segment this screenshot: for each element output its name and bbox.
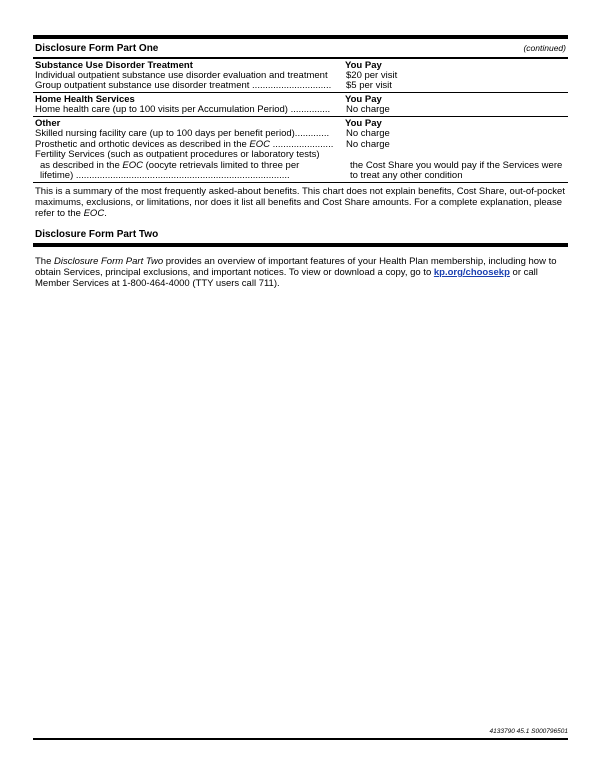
cost-cell: No charge <box>346 138 390 150</box>
cost-cell: No charge <box>346 128 390 139</box>
service-emphasis: EOC <box>249 139 270 150</box>
section-rows <box>33 129 568 182</box>
service-cell: lifetime) ................................................................................. <box>40 171 290 181</box>
cost-cell: No charge <box>346 104 390 115</box>
section-title: Home Health Services <box>35 94 135 105</box>
service-text: ....................... <box>270 139 334 150</box>
body-text: The <box>35 256 55 267</box>
service-text: (oocyte retrievals limited to three per <box>142 160 300 171</box>
body-emphasis: Disclosure Form Part Two <box>54 256 164 267</box>
cost-cell: the Cost Share you would pay if the Services were <box>350 159 563 171</box>
continued-label: (continued) <box>523 43 566 53</box>
summary-text: This is a summary of the most frequently asked-about benefits. This chart does not explain benefits, Cost Share, out-of-pocket maximums, exclusions, or limitations, nor does it list all benefits and Cost Share amounts. For a complete explanation, please refer to the <box>35 186 565 219</box>
service-text: Prosthetic and orthotic devices as described in the <box>35 139 250 150</box>
section-heading-substance-use <box>33 59 568 71</box>
section-heading-home-health <box>33 93 568 105</box>
service-cell <box>35 161 345 172</box>
table-row <box>35 161 566 172</box>
part-two-paragraph <box>33 247 568 289</box>
you-pay-header: You Pay <box>345 118 382 129</box>
service-text: as described in the <box>40 160 123 171</box>
cost-cell: to treat any other condition <box>350 170 463 181</box>
body-text: or call Member Services at 1-800-464-4000 (TTY users call 711). <box>35 267 538 289</box>
document-code: 4133790 45.1 S000796501 <box>489 728 568 735</box>
table-row <box>35 140 566 151</box>
you-pay-header: You Pay <box>345 59 382 71</box>
service-emphasis: EOC <box>122 160 143 171</box>
choosekp-link[interactable]: kp.org/choosekp <box>433 267 510 278</box>
service-cell: Individual outpatient substance use disorder evaluation and treatment <box>35 70 328 81</box>
table-row <box>35 129 566 140</box>
service-cell: Home health care (up to 100 visits per Accumulation Period) ............... <box>35 105 331 115</box>
cost-cell: $20 per visit <box>346 69 398 81</box>
table-row <box>35 71 566 82</box>
part-one-header <box>33 39 568 57</box>
section-title: Substance Use Disorder Treatment <box>35 59 193 71</box>
cost-cell: $5 per visit <box>346 80 392 91</box>
cost-cell <box>345 150 566 161</box>
footer-rule <box>33 738 568 740</box>
service-cell: Group outpatient substance use disorder treatment .............................. <box>35 81 332 91</box>
table-row <box>35 81 566 92</box>
part-two-title: Disclosure Form Part Two <box>35 229 159 240</box>
service-cell <box>35 140 345 151</box>
table-row <box>35 150 566 161</box>
summary-paragraph <box>33 183 568 223</box>
you-pay-header: You Pay <box>345 94 382 105</box>
section-heading-other <box>33 117 568 129</box>
table-row <box>35 171 566 182</box>
section-rows <box>33 71 568 92</box>
summary-emphasis: EOC <box>83 208 105 219</box>
section-rows <box>33 105 568 116</box>
service-cell: Skilled nursing facility care (up to 100 days per benefit period)............. <box>35 129 330 139</box>
body-text: provides an overview of important features of your Health Plan membership, including how to obtain Services, principal exclusions, and important notices. To view or download a copy, go to <box>35 256 557 278</box>
table-row <box>35 105 566 116</box>
summary-text: . <box>104 208 107 219</box>
service-cell: Fertility Services (such as outpatient procedures or laboratory tests) <box>35 150 320 160</box>
disclosure-page <box>33 35 568 289</box>
section-title: Other <box>35 118 61 129</box>
part-one-title: Disclosure Form Part One <box>35 43 159 54</box>
